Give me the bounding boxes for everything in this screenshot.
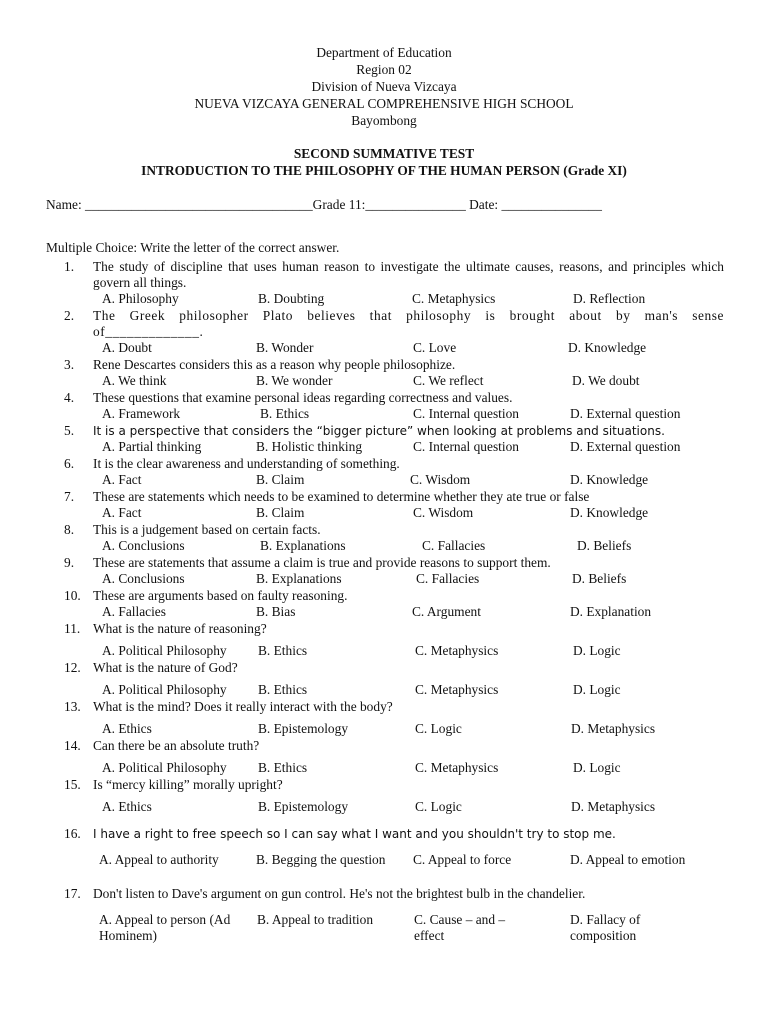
question-number: 14. — [64, 738, 81, 753]
option-d: D. Knowledge — [570, 472, 649, 487]
answer-options — [93, 912, 724, 946]
test-title-line1: SECOND SUMMATIVE TEST — [293, 146, 475, 161]
answer-options — [93, 571, 724, 588]
answer-options — [93, 406, 724, 423]
option-b: B. We wonder — [256, 373, 333, 388]
option-a: A. Fact — [102, 505, 142, 520]
option-d: D. External question — [570, 406, 681, 421]
question-item — [64, 621, 724, 660]
option-b: B. Claim — [256, 472, 305, 487]
question-text: These are statements that assume a claim is true and provide reasons to support them. — [93, 555, 551, 570]
answer-options — [93, 799, 724, 816]
question-item — [64, 738, 724, 777]
question-text: The study of discipline that uses human reason to investigate the ultimate causes, reasons, and principles which govern all things. — [93, 259, 724, 290]
option-d: D. Knowledge — [568, 340, 647, 355]
question-item — [64, 826, 724, 886]
option-b: B. Explanations — [256, 571, 342, 586]
option-a: A. Ethics — [102, 799, 152, 814]
answer-options — [93, 682, 724, 699]
option-a: A. Political Philosophy — [102, 760, 227, 775]
question-item — [64, 555, 724, 588]
question-text: Rene Descartes considers this as a reason why people philosophize. — [93, 357, 456, 372]
option-b: B. Bias — [256, 604, 296, 619]
question-number: 4. — [64, 390, 75, 405]
question-text: These are arguments based on faulty reasoning. — [93, 588, 348, 603]
option-a: A. Doubt — [102, 340, 152, 355]
option-a: A. Fallacies — [102, 604, 166, 619]
answer-options — [93, 505, 724, 522]
option-c: C. Wisdom — [410, 472, 471, 487]
option-c: C. Appeal to force — [413, 852, 512, 867]
option-b: B. Claim — [256, 505, 305, 520]
question-number: 7. — [64, 489, 75, 504]
question-number: 6. — [64, 456, 75, 471]
option-b: B. Ethics — [258, 682, 308, 697]
option-b: B. Wonder — [256, 340, 314, 355]
question-item — [64, 489, 724, 522]
question-number: 13. — [64, 699, 81, 714]
option-a: A. Conclusions — [102, 538, 185, 553]
question-item — [64, 660, 724, 699]
option-c: C. Metaphysics — [415, 760, 499, 775]
question-item — [64, 886, 724, 946]
question-number: 15. — [64, 777, 81, 792]
option-d: D. Metaphysics — [571, 721, 656, 736]
option-a: A. Appeal to person (Ad Hominem) — [99, 912, 231, 943]
question-text: What is the nature of reasoning? — [93, 621, 267, 636]
option-d: D. Logic — [573, 682, 621, 697]
question-text: Don't listen to Dave's argument on gun control. He's not the brightest bulb in the chandelier. — [93, 886, 586, 901]
option-a: A. We think — [102, 373, 167, 388]
question-text: The Greek philosopher Plato believes that philosophy is brought about by man's sense of_____________. — [93, 308, 724, 339]
name-grade-date-line: Name: __________________________________Grade 11:_______________ Date: _______________ — [46, 197, 602, 212]
question-number: 9. — [64, 555, 75, 570]
option-c: C. Internal question — [413, 439, 519, 454]
test-title-line2: INTRODUCTION TO THE PHILOSOPHY OF THE HUMAN PERSON (Grade XI) — [141, 163, 627, 178]
option-d: D. Logic — [573, 643, 621, 658]
question-list — [64, 259, 724, 946]
option-c: C. Cause – and – effect — [414, 912, 506, 943]
question-item — [64, 308, 724, 357]
option-d: D. Metaphysics — [571, 799, 656, 814]
option-d: D. We doubt — [572, 373, 640, 388]
answer-options — [93, 439, 724, 456]
test-title — [0, 145, 768, 179]
answer-options — [93, 291, 724, 308]
option-a: A. Conclusions — [102, 571, 185, 586]
answer-options — [93, 604, 724, 621]
option-c: C. Metaphysics — [415, 682, 499, 697]
question-text: These are statements which needs to be examined to determine whether they ate true or false — [93, 489, 590, 504]
question-text: This is a judgement based on certain facts. — [93, 522, 321, 537]
school-location: Bayombong — [351, 113, 417, 128]
option-c: C. Internal question — [413, 406, 519, 421]
question-item — [64, 259, 724, 308]
question-text: What is the mind? Does it really interact with the body? — [93, 699, 393, 714]
question-item — [64, 390, 724, 423]
option-b: B. Appeal to tradition — [257, 912, 374, 927]
question-number: 1. — [64, 259, 75, 274]
question-item — [64, 699, 724, 738]
option-d: D. Logic — [573, 760, 621, 775]
option-d: D. Knowledge — [570, 505, 649, 520]
answer-options — [93, 643, 724, 660]
question-item — [64, 456, 724, 489]
question-number: 10. — [64, 588, 81, 603]
answer-options — [93, 472, 724, 489]
option-a: A. Appeal to authority — [99, 852, 219, 867]
option-d: D. Fallacy of composition — [570, 912, 641, 943]
option-a: A. Ethics — [102, 721, 152, 736]
question-number: 12. — [64, 660, 81, 675]
option-b: B. Doubting — [258, 291, 325, 306]
question-item — [64, 588, 724, 621]
question-number: 17. — [64, 886, 81, 901]
answer-options — [93, 760, 724, 777]
option-c: C. We reflect — [413, 373, 484, 388]
option-d: D. Beliefs — [572, 571, 627, 586]
option-b: B. Ethics — [258, 760, 308, 775]
option-d: D. Beliefs — [577, 538, 632, 553]
question-text: It is a perspective that considers the “bigger picture” when looking at problems and situations. — [93, 424, 665, 438]
option-c: C. Wisdom — [413, 505, 474, 520]
option-c: C. Metaphysics — [415, 643, 499, 658]
question-text: It is the clear awareness and understanding of something. — [93, 456, 400, 471]
question-item — [64, 522, 724, 555]
option-c: C. Logic — [415, 799, 462, 814]
question-text: What is the nature of God? — [93, 660, 238, 675]
option-d: D. External question — [570, 439, 681, 454]
option-c: C. Fallacies — [422, 538, 486, 553]
question-text: These questions that examine personal ideas regarding correctness and values. — [93, 390, 513, 405]
department-line: Department of Education — [316, 45, 452, 60]
answer-options — [93, 340, 724, 357]
answer-options — [93, 373, 724, 390]
option-c: C. Argument — [412, 604, 481, 619]
question-number: 11. — [64, 621, 81, 636]
option-d: D. Appeal to emotion — [570, 852, 686, 867]
question-text: I have a right to free speech so I can say what I want and you shouldn't try to stop me. — [93, 827, 616, 841]
option-c: C. Fallacies — [416, 571, 480, 586]
question-text: Can there be an absolute truth? — [93, 738, 260, 753]
option-a: A. Partial thinking — [102, 439, 202, 454]
school-name: NUEVA VIZCAYA GENERAL COMPREHENSIVE HIGH SCHOOL — [194, 96, 574, 111]
school-header — [0, 44, 768, 129]
answer-options — [93, 721, 724, 738]
instructions: Multiple Choice: Write the letter of the correct answer. — [46, 240, 340, 255]
question-number: 2. — [64, 308, 75, 323]
option-a: A. Framework — [102, 406, 181, 421]
question-text: Is “mercy killing” morally upright? — [93, 777, 283, 792]
option-a: A. Political Philosophy — [102, 643, 227, 658]
question-item — [64, 423, 724, 456]
question-item — [64, 357, 724, 390]
option-a: A. Political Philosophy — [102, 682, 227, 697]
question-number: 5. — [64, 423, 75, 438]
option-b: B. Ethics — [258, 643, 308, 658]
option-b: B. Begging the question — [256, 852, 386, 867]
option-c: C. Love — [413, 340, 457, 355]
answer-options — [93, 538, 724, 555]
option-b: B. Epistemology — [258, 721, 349, 736]
option-a: A. Fact — [102, 472, 142, 487]
region-line: Region 02 — [356, 62, 412, 77]
option-d: D. Reflection — [573, 291, 646, 306]
question-number: 8. — [64, 522, 75, 537]
option-c: C. Metaphysics — [412, 291, 496, 306]
question-item — [64, 777, 724, 816]
option-a: A. Philosophy — [102, 291, 179, 306]
question-number: 16. — [64, 826, 81, 841]
option-b: B. Ethics — [260, 406, 310, 421]
question-number: 3. — [64, 357, 75, 372]
division-line: Division of Nueva Vizcaya — [311, 79, 457, 94]
option-b: B. Epistemology — [258, 799, 349, 814]
option-b: B. Explanations — [260, 538, 346, 553]
option-b: B. Holistic thinking — [256, 439, 363, 454]
option-c: C. Logic — [415, 721, 462, 736]
answer-options — [93, 852, 724, 886]
option-d: D. Explanation — [570, 604, 652, 619]
